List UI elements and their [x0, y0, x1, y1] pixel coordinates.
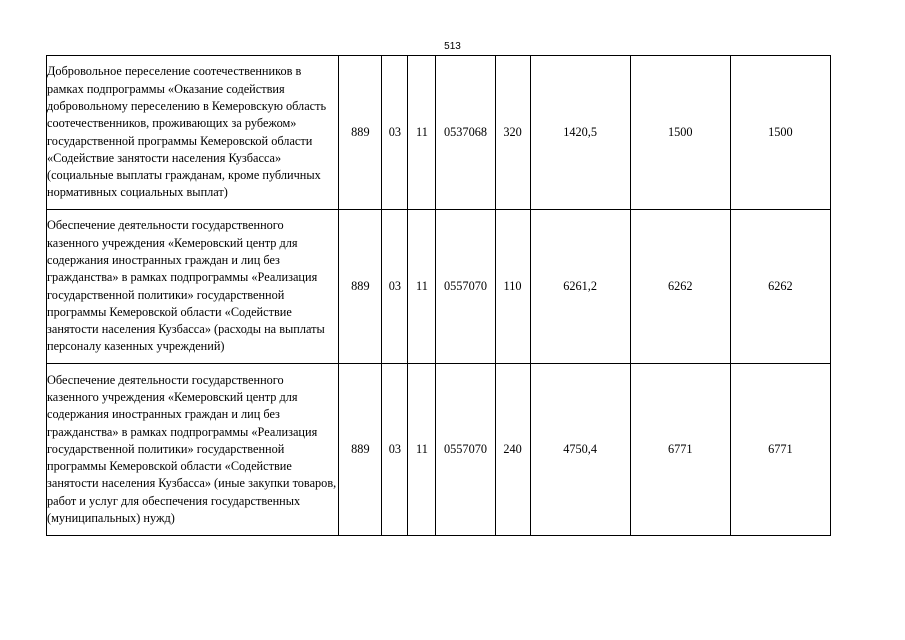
amount-year-2: 6771: [630, 364, 730, 536]
row-description: Добровольное переселение соотечественников в рамках подпрограммы «Оказание содействия добровольному переселению в Кемеровскую область соотечественников, проживающих за рубежом» государственной программы Кемеровской области «Содействие занятости населения Кузбасса» (социальные выплаты гражданам, кроме публичных нормативных социальных выплат): [47, 56, 339, 210]
subsection-code: 11: [408, 364, 436, 536]
expense-type-code: 320: [495, 56, 530, 210]
page-number: 513: [444, 41, 461, 52]
table-row: [47, 56, 831, 210]
row-description: Обеспечение деятельности государственного казенного учреждения «Кемеровский центр для содержания иностранных граждан и лиц без гражданства» в рамках подпрограммы «Реализация государственной политики» государственной программы Кемеровской области «Содействие занятости населения Кузбасса» (иные закупки товаров, работ и услуг для обеспечения государственных (муниципальных) нужд): [47, 364, 339, 536]
amount-year-1: 6261,2: [530, 210, 630, 364]
amount-year-3: 6771: [730, 364, 830, 536]
row-description: Обеспечение деятельности государственного казенного учреждения «Кемеровский центр для содержания иностранных граждан и лиц без гражданства» в рамках подпрограммы «Реализация государственной политики» государственной программы Кемеровской области «Содействие занятости населения Кузбасса» (расходы на выплаты персоналу казенных учреждений): [47, 210, 339, 364]
grbs-code: 889: [339, 56, 382, 210]
amount-year-3: 1500: [730, 56, 830, 210]
amount-year-2: 6262: [630, 210, 730, 364]
target-article-code: 0537068: [436, 56, 495, 210]
section-code: 03: [382, 210, 408, 364]
expense-type-code: 110: [495, 210, 530, 364]
subsection-code: 11: [408, 56, 436, 210]
subsection-code: 11: [408, 210, 436, 364]
target-article-code: 0557070: [436, 210, 495, 364]
table-row: [47, 364, 831, 536]
amount-year-3: 6262: [730, 210, 830, 364]
section-code: 03: [382, 56, 408, 210]
section-code: 03: [382, 364, 408, 536]
amount-year-2: 1500: [630, 56, 730, 210]
amount-year-1: 4750,4: [530, 364, 630, 536]
grbs-code: 889: [339, 210, 382, 364]
target-article-code: 0557070: [436, 364, 495, 536]
grbs-code: 889: [339, 364, 382, 536]
expense-type-code: 240: [495, 364, 530, 536]
amount-year-1: 1420,5: [530, 56, 630, 210]
table-row: [47, 210, 831, 364]
budget-table: [46, 55, 831, 536]
